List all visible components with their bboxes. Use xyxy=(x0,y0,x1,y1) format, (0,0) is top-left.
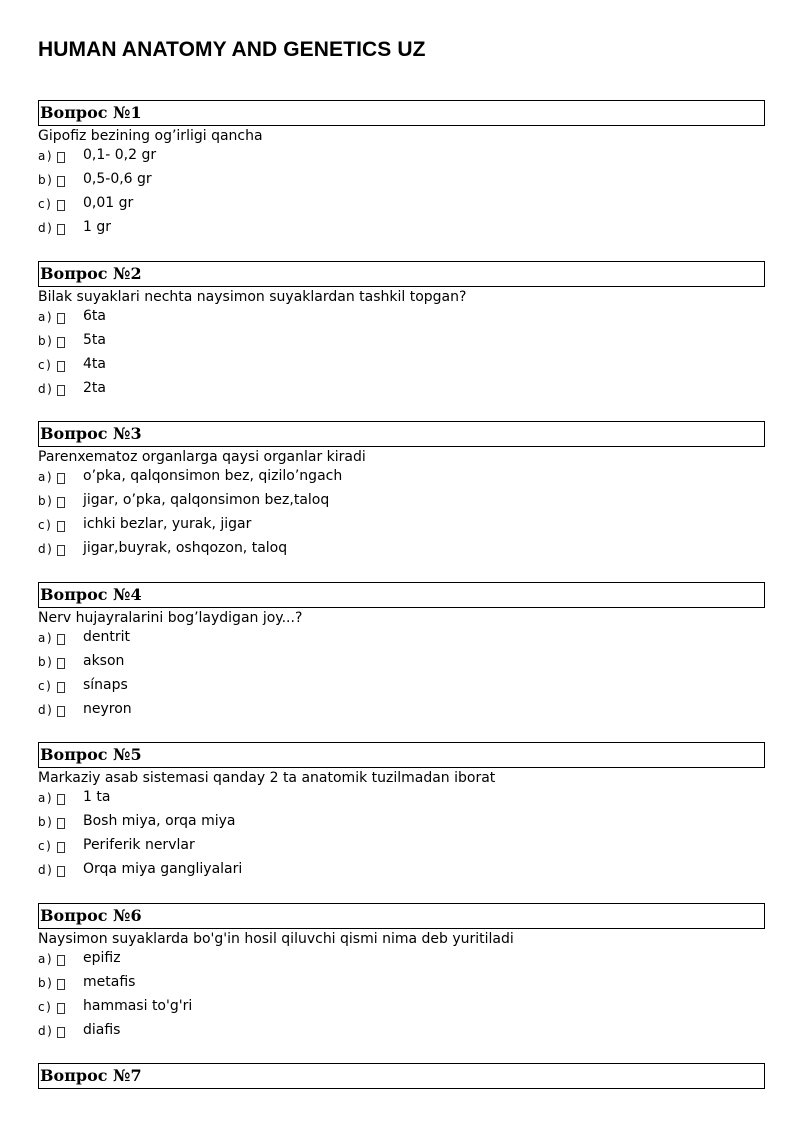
answer-text: 6ta xyxy=(83,308,106,324)
answer-option[interactable] xyxy=(38,539,765,563)
answer-letter: c) xyxy=(38,518,53,532)
answer-text: 0,1- 0,2 gr xyxy=(83,147,157,163)
answer-text: 1 ta xyxy=(83,789,111,805)
question-text: Parenxematoz organlarga qaysi organlar kiradi xyxy=(38,449,366,465)
answer-text: 4ta xyxy=(83,356,106,372)
answer-text: hammasi to'g'ri xyxy=(83,998,193,1014)
question-header: Вопрос №4 xyxy=(38,582,765,608)
answer-text: 5ta xyxy=(83,332,106,348)
answer-letter: c) xyxy=(38,197,53,211)
question-header: Вопрос №6 xyxy=(38,903,765,929)
checkbox-icon[interactable] xyxy=(57,385,65,396)
answer-letter: b) xyxy=(38,976,54,990)
answer-option[interactable] xyxy=(38,860,765,884)
checkbox-icon[interactable] xyxy=(57,866,65,877)
answer-option[interactable] xyxy=(38,836,765,860)
answer-text: ichki bezlar, yurak, jigar xyxy=(83,516,252,532)
question-text: Bilak suyaklari nechta naysimon suyaklardan tashkil topgan? xyxy=(38,289,467,305)
answer-text: dentrit xyxy=(83,629,130,645)
answer-letter: d) xyxy=(38,703,54,717)
answer-text: Bosh miya, orqa miya xyxy=(83,813,236,829)
answer-letter: c) xyxy=(38,839,53,853)
question-text: Nerv hujayralarini bog’laydigan joy...? xyxy=(38,610,303,626)
answer-text: o’pka, qalqonsimon bez, qizilo’ngach xyxy=(83,468,343,484)
question-header: Вопрос №2 xyxy=(38,261,765,287)
question-block xyxy=(38,100,765,242)
question-block xyxy=(38,582,765,724)
question-block xyxy=(38,1063,765,1089)
question-block xyxy=(38,261,765,403)
checkbox-icon[interactable] xyxy=(57,200,65,211)
answer-letter: a) xyxy=(38,791,54,805)
answer-text: Periferik nervlar xyxy=(83,837,195,853)
answer-option[interactable] xyxy=(38,307,765,331)
answer-letter: c) xyxy=(38,679,53,693)
answer-text: jigar, o’pka, qalqonsimon bez,taloq xyxy=(83,492,330,508)
answer-option[interactable] xyxy=(38,331,765,355)
answer-text: 1 gr xyxy=(83,219,111,235)
answer-option[interactable] xyxy=(38,997,765,1021)
checkbox-icon[interactable] xyxy=(57,224,65,235)
answer-letter: d) xyxy=(38,542,54,556)
answer-option[interactable] xyxy=(38,170,765,194)
answer-letter: c) xyxy=(38,358,53,372)
checkbox-icon[interactable] xyxy=(57,152,65,163)
answer-option[interactable] xyxy=(38,1021,765,1045)
question-text: Markaziy asab sistemasi qanday 2 ta anatomik tuzilmadan iborat xyxy=(38,770,496,786)
answer-option[interactable] xyxy=(38,491,765,515)
checkbox-icon[interactable] xyxy=(57,818,65,829)
checkbox-icon[interactable] xyxy=(57,1027,65,1038)
answer-text: Orqa miya gangliyalari xyxy=(83,861,243,877)
answer-letter: d) xyxy=(38,221,54,235)
answer-letter: d) xyxy=(38,863,54,877)
answer-letter: b) xyxy=(38,334,54,348)
checkbox-icon[interactable] xyxy=(57,842,65,853)
checkbox-icon[interactable] xyxy=(57,473,65,484)
answer-letter: d) xyxy=(38,1024,54,1038)
checkbox-icon[interactable] xyxy=(57,1003,65,1014)
answer-option[interactable] xyxy=(38,146,765,170)
answer-option[interactable] xyxy=(38,700,765,724)
answer-text: akson xyxy=(83,653,125,669)
answer-letter: d) xyxy=(38,382,54,396)
answer-text: 0,01 gr xyxy=(83,195,134,211)
answer-text: 2ta xyxy=(83,380,106,396)
answer-option[interactable] xyxy=(38,194,765,218)
answer-letter: a) xyxy=(38,149,54,163)
checkbox-icon[interactable] xyxy=(57,313,65,324)
answer-text: epifiz xyxy=(83,950,121,966)
checkbox-icon[interactable] xyxy=(57,706,65,717)
answer-option[interactable] xyxy=(38,355,765,379)
question-block xyxy=(38,421,765,563)
question-text: Naysimon suyaklarda bo'g'in hosil qiluvchi qismi nima deb yuritiladi xyxy=(38,931,514,947)
answer-option[interactable] xyxy=(38,788,765,812)
answer-text: 0,5-0,6 gr xyxy=(83,171,152,187)
answer-text: sínaps xyxy=(83,677,128,693)
answer-text: diafis xyxy=(83,1022,121,1038)
answer-letter: b) xyxy=(38,655,54,669)
page-title: HUMAN ANATOMY AND GENETICS UZ xyxy=(38,38,426,61)
answer-option[interactable] xyxy=(38,973,765,997)
checkbox-icon[interactable] xyxy=(57,361,65,372)
question-header: Вопрос №5 xyxy=(38,742,765,768)
answer-option[interactable] xyxy=(38,628,765,652)
checkbox-icon[interactable] xyxy=(57,521,65,532)
answer-option[interactable] xyxy=(38,218,765,242)
answer-letter: b) xyxy=(38,494,54,508)
question-block xyxy=(38,742,765,884)
answer-letter: a) xyxy=(38,952,54,966)
checkbox-icon[interactable] xyxy=(57,794,65,805)
answer-letter: c) xyxy=(38,1000,53,1014)
answer-option[interactable] xyxy=(38,652,765,676)
answer-letter: b) xyxy=(38,173,54,187)
question-header: Вопрос №3 xyxy=(38,421,765,447)
answer-text: neyron xyxy=(83,701,132,717)
answer-text: jigar,buyrak, oshqozon, taloq xyxy=(83,540,288,556)
checkbox-icon[interactable] xyxy=(57,979,65,990)
answer-letter: a) xyxy=(38,470,54,484)
checkbox-icon[interactable] xyxy=(57,955,65,966)
checkbox-icon[interactable] xyxy=(57,337,65,348)
question-text: Gipofiz bezining og’irligi qancha xyxy=(38,128,263,144)
checkbox-icon[interactable] xyxy=(57,545,65,556)
answer-text: metafis xyxy=(83,974,136,990)
answer-option[interactable] xyxy=(38,812,765,836)
answer-letter: b) xyxy=(38,815,54,829)
checkbox-icon[interactable] xyxy=(57,658,65,669)
answer-option[interactable] xyxy=(38,379,765,403)
checkbox-icon[interactable] xyxy=(57,634,65,645)
checkbox-icon[interactable] xyxy=(57,682,65,693)
answer-option[interactable] xyxy=(38,949,765,973)
answer-option[interactable] xyxy=(38,515,765,539)
answer-option[interactable] xyxy=(38,676,765,700)
question-block xyxy=(38,903,765,1045)
answer-letter: a) xyxy=(38,631,54,645)
checkbox-icon[interactable] xyxy=(57,176,65,187)
question-header: Вопрос №1 xyxy=(38,100,765,126)
question-header: Вопрос №7 xyxy=(38,1063,765,1089)
checkbox-icon[interactable] xyxy=(57,497,65,508)
answer-letter: a) xyxy=(38,310,54,324)
answer-option[interactable] xyxy=(38,467,765,491)
